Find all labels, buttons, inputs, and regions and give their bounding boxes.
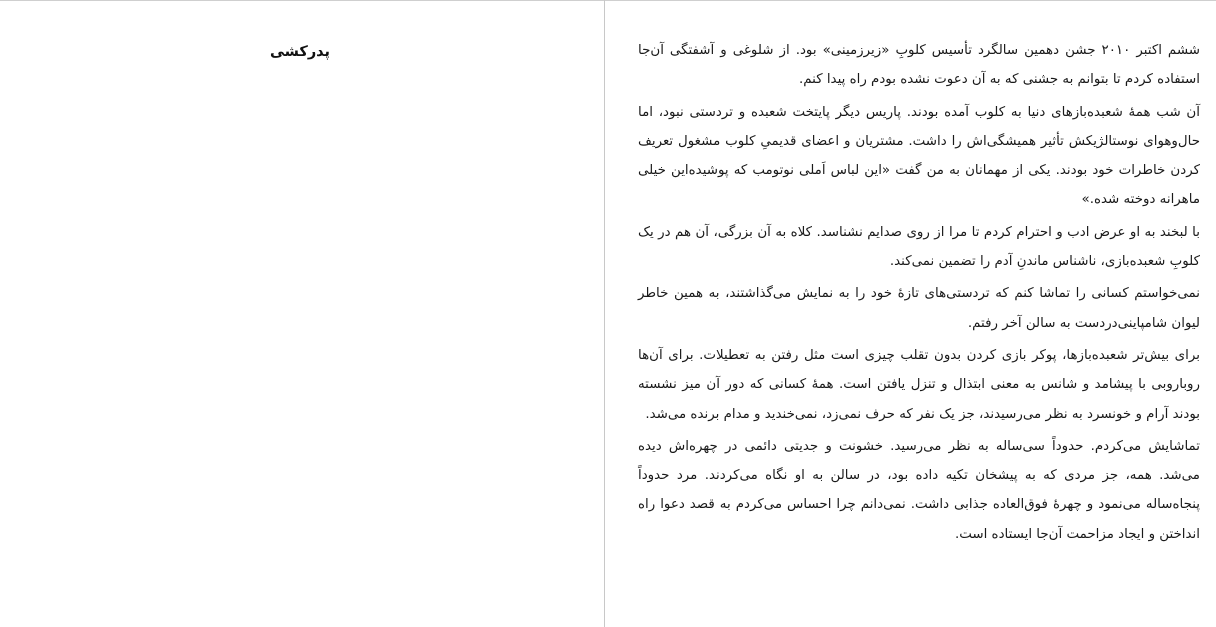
paragraph: ششم اکتبر ۲۰۱۰ جشن دهمین سالگرد تأسیس کلوبِ «زیرزمینی» بود. از شلوغی و آشفتگی آن‌جا استفاده کردم تا بتوانم به جشنی که به آن دعوت نشده بودم راه پیدا کنم. xyxy=(638,43,1201,88)
chapter-title: پدرکشی xyxy=(269,44,330,60)
body-text xyxy=(638,36,1200,552)
paragraph: تماشایش می‌کردم. حدوداً سی‌ساله به نظر می‌رسید. خشونت و جدیتی دائمی در چهره‌اش دیده می‌شد. همه، جز مردی که به پیشخان تکیه داده بود، در سالن به او نگاه می‌کردند. مرد حدوداً پنجاه‌ساله می‌نمود و چهرهٔ فوق‌العاده جذابی داشت. نمی‌دانم چرا احساس می‌کردم به قصد دعوا راه انداختن و ایجاد مزاحمت آن‌جا ایستاده است. xyxy=(638,438,1200,542)
paragraph: با لبخند به او عرض ادب و احترام کردم تا مرا از روی صدایم نشناسد. کلاه به آن بزرگی، آن هم در یک کلوبِ شعبده‌بازی، ناشناس ماندنِ آدم را تضمین نمی‌کند. xyxy=(638,224,1200,270)
left-page xyxy=(0,0,604,627)
paragraph: برای بیش‌تر شعبده‌بازها، پوکر بازی کردن بدون تقلب چیزی است مثل رفتن به تعطیلات. برای آن‌ها روباروبی با پیشامد و شانس به معنی ابتذال و تنزل یافتن است. همهٔ کسانی که دور آن میز نشسته بودند آرام و خونسرد به نظر می‌رسیدند، جز یک نفر که حرف نمی‌زد، نمی‌خندید و مدام برنده می‌شد. xyxy=(638,347,1200,422)
paragraph: آن شب همهٔ شعبده‌بازهای دنیا به کلوب آمده بودند. پاریس دیگر پایتخت شعبده و تردستی نبود، اما حال‌وهوای نوستالژیکش تأثیر همیشگی‌اش را داشت. مشتریان و اعضای قدیمیِ کلوب مشغول تعریف کردن خاطرات خود بودند. یکی از مهمانان به من گفت «این لباس اَملی نوتومب که پوشیده‌این خیلی ماهرانه دوخته شده.» xyxy=(638,104,1200,208)
right-page xyxy=(605,0,1216,627)
paragraph: نمی‌خواستم کسانی را تماشا کنم که تردستی‌های تازهٔ خود را به نمایش می‌گذاشتند، به همین خاطر لیوان شامپاینی‌دردست به سالن آخر رفتم. xyxy=(638,286,1200,331)
